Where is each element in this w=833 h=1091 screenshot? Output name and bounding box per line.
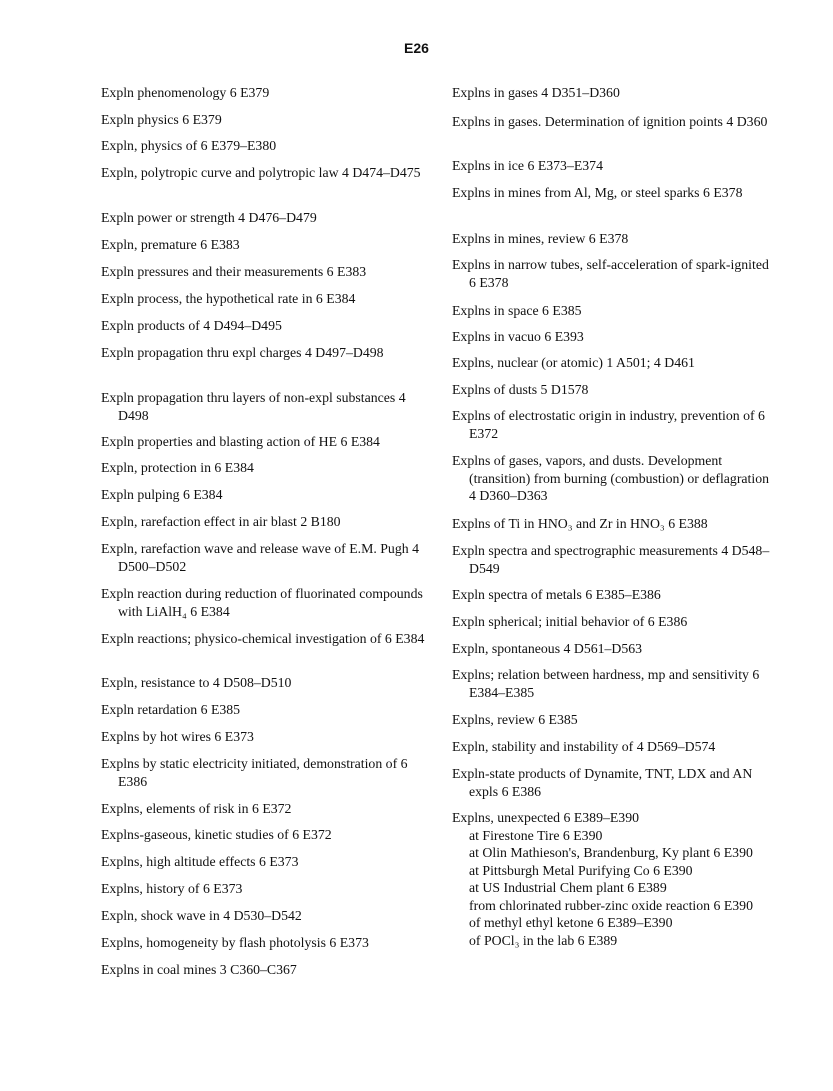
- index-entry-text: Explns in ice 6 E373–E374: [452, 158, 603, 173]
- index-entry-text: Expln phenomenology 6 E379: [101, 85, 270, 100]
- index-entry: [101, 853, 431, 871]
- index-entry-text: Explns in mines, review 6 E378: [452, 231, 629, 246]
- index-entry: [101, 486, 431, 504]
- index-entry-text: Expln, premature 6 E383: [101, 237, 240, 252]
- index-entry: [101, 540, 431, 575]
- index-entry: [101, 84, 431, 102]
- index-entry-text: Expln, protection in 6 E384: [101, 460, 254, 475]
- index-entry-text: Expln propagation thru expl charges 4 D497–D498: [101, 345, 384, 360]
- index-entry-text: Explns in coal mines 3 C360–C367: [101, 962, 297, 977]
- index-entry: [101, 513, 431, 531]
- index-entry-text: Expln reaction during reduction of fluorinated compounds with LiAlH₄ 6 E384: [101, 586, 423, 619]
- index-entry-text: Explns of gases, vapors, and dusts. Development (transition) from burning (combustion) or deflagration 4 D360–D363: [452, 453, 770, 503]
- index-entry: [101, 317, 431, 335]
- index-entry-text: Explns, review 6 E385: [452, 712, 578, 727]
- index-entry: [452, 407, 772, 442]
- index-subentry: at Olin Mathieson's, Brandenburg, Ky plant 6 E390: [469, 845, 753, 860]
- index-entry: [101, 344, 431, 362]
- index-entry: [101, 111, 431, 129]
- index-entry: [452, 515, 772, 533]
- index-entry-text: Expln physics 6 E379: [101, 112, 222, 127]
- index-entry-text: Explns, unexpected 6 E389–E390: [452, 810, 639, 825]
- index-entry: [452, 256, 772, 291]
- index-entry: [101, 728, 431, 746]
- index-entry: [452, 640, 772, 658]
- index-entry-text: Expln process, the hypothetical rate in 6 E384: [101, 291, 356, 306]
- index-entry: [452, 738, 772, 756]
- index-entry-text: Explns in vacuo 6 E393: [452, 329, 584, 344]
- index-entry: [101, 755, 431, 790]
- index-entry-text: Expln spectra and spectrographic measurements 4 D548–D549: [452, 543, 770, 576]
- index-subentry: at Pittsburgh Metal Purifying Co 6 E390: [469, 862, 693, 878]
- index-entry-text: Explns in narrow tubes, self-acceleration of spark-ignited 6 E378: [452, 257, 769, 290]
- index-entry-text: Expln reactions; physico-chemical investigation of 6 E384: [101, 631, 425, 646]
- index-entry: [452, 711, 772, 729]
- index-entry: [101, 236, 431, 254]
- index-entry-text: Explns in mines from Al, Mg, or steel sparks 6 E378: [452, 185, 743, 200]
- index-entry-text: Expln propagation thru layers of non-expl substances 4 D498: [101, 390, 406, 423]
- index-entry: [101, 137, 431, 155]
- index-entry: [452, 113, 772, 131]
- index-entry: [101, 389, 431, 424]
- index-subentry: of POCl₃ in the lab 6 E389: [469, 932, 618, 948]
- index-entry-text: Expln retardation 6 E385: [101, 702, 241, 717]
- index-entry: [452, 809, 772, 949]
- index-subentry: at Firestone Tire 6 E390: [469, 827, 603, 843]
- index-entry-text: Explns in gases. Determination of ignition points 4 D360: [452, 114, 768, 129]
- index-entry: [101, 800, 431, 818]
- index-entry: [101, 701, 431, 719]
- index-entry: [452, 542, 772, 577]
- index-entry: [452, 354, 772, 372]
- index-subentry: of methyl ethyl ketone 6 E389–E390: [469, 915, 673, 930]
- index-entry-text: Expln, resistance to 4 D508–D510: [101, 675, 292, 690]
- index-entry-text: Explns, homogeneity by flash photolysis 6 E373: [101, 935, 369, 950]
- index-entry: [452, 302, 772, 320]
- index-entry-text: Expln, rarefaction effect in air blast 2 B180: [101, 514, 341, 529]
- index-entry-text: Explns, history of 6 E373: [101, 881, 243, 896]
- index-entry: [101, 164, 431, 182]
- index-entry: [452, 765, 772, 800]
- index-entry-text: Explns of electrostatic origin in industry, prevention of 6 E372: [452, 408, 765, 441]
- index-entry: [452, 230, 772, 248]
- index-entry: [101, 585, 431, 620]
- index-entry: [101, 459, 431, 477]
- index-entry: [101, 263, 431, 281]
- index-entry: [101, 209, 431, 227]
- index-entry-text: Explns in space 6 E385: [452, 303, 582, 318]
- index-entry: [101, 907, 431, 925]
- index-entry-text: Explns, nuclear (or atomic) 1 A501; 4 D461: [452, 355, 695, 370]
- index-entry: [101, 433, 431, 451]
- index-entry: [452, 666, 772, 701]
- index-entry-text: Expln, rarefaction wave and release wave of E.M. Pugh 4 D500–D502: [101, 541, 419, 574]
- index-entry: [101, 290, 431, 308]
- index-entry: [101, 630, 431, 648]
- index-entry: [452, 613, 772, 631]
- index-entry-text: Expln power or strength 4 D476–D479: [101, 210, 317, 225]
- index-entry-text: Explns-gaseous, kinetic studies of 6 E372: [101, 827, 332, 842]
- index-entry-text: Expln properties and blasting action of HE 6 E384: [101, 434, 380, 449]
- index-entry-text: Explns of dusts 5 D1578: [452, 382, 589, 397]
- index-entry: [452, 452, 772, 505]
- index-entry-text: Expln, stability and instability of 4 D569–D574: [452, 739, 716, 754]
- index-entry: [452, 84, 772, 102]
- index-entry: [452, 157, 772, 175]
- index-entry: [101, 880, 431, 898]
- index-entry-text: Expln, spontaneous 4 D561–D563: [452, 641, 643, 656]
- index-entry: [101, 961, 431, 979]
- index-entry-text: Expln, shock wave in 4 D530–D542: [101, 908, 302, 923]
- index-entry-text: Expln products of 4 D494–D495: [101, 318, 282, 333]
- index-entry-text: Explns by hot wires 6 E373: [101, 729, 254, 744]
- index-entry-text: Expln pulping 6 E384: [101, 487, 223, 502]
- index-entry-text: Expln, polytropic curve and polytropic law 4 D474–D475: [101, 165, 421, 180]
- index-entry-text: Expln spherical; initial behavior of 6 E386: [452, 614, 688, 629]
- index-entry-text: Explns, elements of risk in 6 E372: [101, 801, 292, 816]
- index-subentry: at US Industrial Chem plant 6 E389: [469, 880, 667, 895]
- index-entry-text: Expln spectra of metals 6 E385–E386: [452, 587, 661, 602]
- index-entry: [452, 328, 772, 346]
- index-entry: [101, 934, 431, 952]
- index-entry-text: Expln, physics of 6 E379–E380: [101, 138, 277, 153]
- index-entry-text: Expln-state products of Dynamite, TNT, LDX and AN expls 6 E386: [452, 766, 753, 799]
- index-entry-text: Explns in gases 4 D351–D360: [452, 85, 620, 100]
- index-entry: [101, 674, 431, 692]
- index-entry-text: Explns of Ti in HNO₃ and Zr in HNO₃ 6 E388: [452, 516, 708, 531]
- index-entry: [452, 381, 772, 399]
- index-entry-text: Explns; relation between hardness, mp and sensitivity 6 E384–E385: [452, 667, 760, 700]
- index-entry: [452, 184, 772, 202]
- index-entry-text: Explns, high altitude effects 6 E373: [101, 854, 299, 869]
- page-code: E26: [404, 40, 429, 56]
- index-entry-text: Expln pressures and their measurements 6 E383: [101, 264, 367, 279]
- index-subentry: from chlorinated rubber-zinc oxide reaction 6 E390: [469, 897, 753, 913]
- index-entry: [452, 586, 772, 604]
- index-entry-text: Explns by static electricity initiated, demonstration of 6 E386: [101, 756, 408, 789]
- index-entry: [101, 826, 431, 844]
